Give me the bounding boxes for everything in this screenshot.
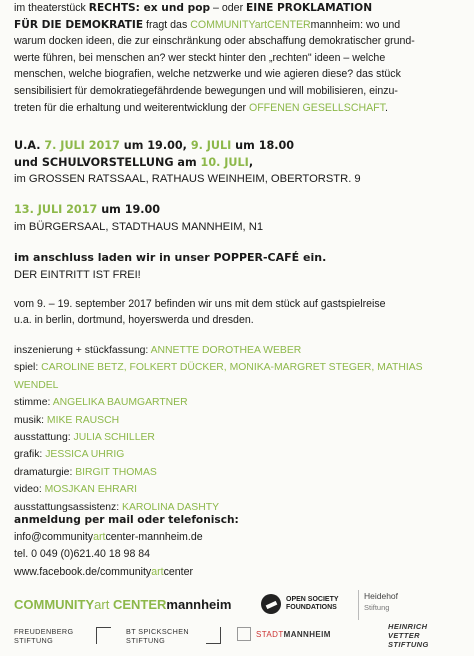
invitation: im anschluss laden wir in unser POPPER-CAFÉ ein. DER EINTRITT IST FREI! (14, 251, 327, 281)
credit-row: ausstattung: JULIA SCHILLER (14, 432, 155, 444)
heinrich-vetter-logo: HEINRICH VETTER STIFTUNG (388, 622, 429, 649)
open-society-icon (261, 594, 281, 614)
community-art-center-logo: COMMUNITYart CENTERmannheim (14, 597, 232, 612)
credit-row: musik: MIKE RAUSCH (14, 414, 120, 426)
credit-row: grafik: JESSICA UHRIG (14, 449, 125, 461)
intro-paragraph: im theaterstück RECHTS: ex und pop – oder EINE PROKLAMATION FÜR DIE DEMOKRATIE fragt das COMMUNITYartCENTERmannheim: wo und warum docken ideen, die zur einschränkung oder abschaffung demokratischer grund- werte führen, bei menschen an? wer steckt hinter den „rechten" ideen – welche menschen, welche biografien, welche netzwerke und wie agieren diese? das stück sensibilisiert für demokratiegefährdende bewegungen und will mobilisieren, einzu- treten für die erhaltung und weiterentwicklung der OFFENEN GESELLSCHAFT. (14, 2, 415, 114)
contact-info: anmeldung per mail oder telefonisch: info@communityartcenter-mannheim.de tel. 0 049 (0)621.40 18 98 84 www.facebook.de/communityartcenter (14, 512, 462, 581)
credit-row: ausstattungsassistenz: KAROLINA DASHTY (14, 501, 220, 513)
credits-list (14, 342, 462, 516)
spickschen-logo: BT SPICKSCHEN STIFTUNG (126, 627, 189, 645)
freudenberg-logo: FREUDENBERG STIFTUNG (14, 627, 74, 645)
facebook-link[interactable]: www.facebook.de/communityartcenter (14, 565, 194, 578)
performance-dates: U.A. 7. JULI 2017 um 19.00, 9. JULI um 18.00 und SCHULVORSTELLUNG am 10. JULI, im GROSSEN RATSSAAL, RATHAUS WEINHEIM, OBERTORSTR. 9 (14, 139, 361, 185)
phone-number: tel. 0 049 (0)621.40 18 98 84 (14, 548, 151, 561)
stadt-mannheim-icon (237, 627, 251, 641)
stadt-mannheim-logo: STADTMANNHEIM (256, 630, 331, 639)
credit-row: video: MOSJKAN EHRARI (14, 484, 137, 496)
credit-row: inszenierung + stückfassung: ANNETTE DOROTHEA WEBER (14, 345, 302, 356)
performance-dates-mannheim: 13. JULI 2017 um 19.00 im BÜRGERSAAL, STADTHAUS MANNHEIM, N1 (14, 203, 264, 233)
tour-info: vom 9. – 19. september 2017 befinden wir uns mit dem stück auf gastspielreise u.a. in berlin, dortmund, hoyerswerda und dresden. (14, 298, 386, 327)
spickschen-icon (206, 627, 221, 644)
credit-row: spiel: CAROLINE BETZ, FOLKERT DÜCKER, MONIKA-MARGRET STEGER, MATHIAS WENDEL (14, 362, 423, 391)
freudenberg-icon (96, 627, 111, 644)
heidehof-logo: Heidehof Stiftung (358, 590, 454, 620)
credit-row: stimme: ANGELIKA BAUMGARTNER (14, 397, 188, 409)
open-society-logo: OPEN SOCIETY FOUNDATIONS (261, 594, 339, 614)
play-title: RECHTS: ex und pop (88, 2, 211, 14)
credit-row: dramaturgie: BIRGIT THOMAS (14, 466, 157, 478)
email-link[interactable]: info@communityartcenter-mannheim.de (14, 531, 203, 544)
